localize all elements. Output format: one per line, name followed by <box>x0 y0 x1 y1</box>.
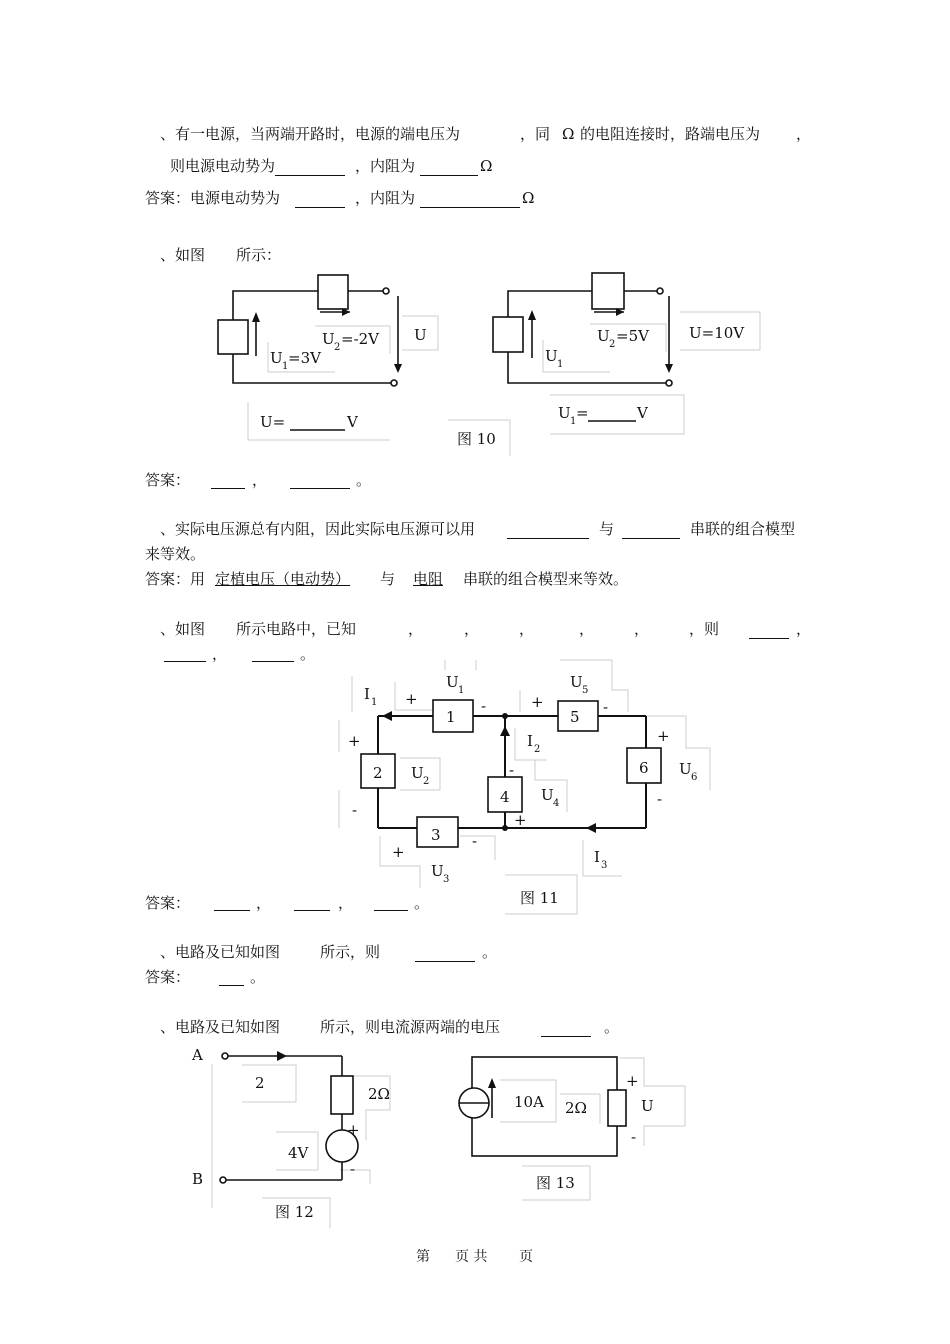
svg-text:-: - <box>350 1160 356 1178</box>
q2-ans-end: 。 <box>356 471 372 489</box>
fig11-u6: U <box>679 760 692 778</box>
svg-text:-: - <box>472 832 478 850</box>
footer-ye: 页 <box>519 1249 533 1265</box>
svg-text:1: 1 <box>570 416 577 427</box>
svg-text:=5V: =5V <box>616 327 649 345</box>
q5-ans-end: 。 <box>250 968 266 986</box>
svg-text:+: + <box>531 693 544 711</box>
fig12-voltage: 4V <box>288 1144 309 1162</box>
svg-text:+: + <box>348 732 361 750</box>
svg-text:+: + <box>657 727 670 745</box>
fig11-i1: I <box>364 685 370 703</box>
q3-line1c: 串联的组合模型 <box>690 520 796 538</box>
fig10-left-u: U <box>414 326 427 344</box>
fig12-resistor: 2Ω <box>368 1085 390 1103</box>
fig11-u5: U <box>570 673 583 691</box>
svg-text:-: - <box>603 698 609 716</box>
svg-text:=3V: =3V <box>288 349 321 367</box>
fig10-right-u1: U <box>545 347 558 365</box>
svg-text:1: 1 <box>458 685 465 696</box>
fig11-i2: I <box>527 732 533 750</box>
fig11-u2: U <box>411 764 424 782</box>
q2-intro-b: 所示： <box>236 246 282 264</box>
q3-ans-a: 定植电压（电动势） <box>215 570 351 588</box>
fig10-left-u1: U <box>270 349 283 367</box>
footer-di: 第 <box>416 1249 430 1265</box>
q5-text: 、电路及已知如图 <box>160 943 281 961</box>
q1-omega2: Ω <box>480 157 493 175</box>
q5-text-b: 所示，则 <box>320 943 381 961</box>
q3-ans-b: 电阻 <box>413 570 444 588</box>
svg-text:=-2V: =-2V <box>341 330 380 348</box>
q6-text: 、电路及已知如图 <box>160 1018 281 1036</box>
q2-ans-sep: ， <box>252 471 268 489</box>
q4-ze: ，则 <box>689 620 720 638</box>
svg-text:+: + <box>626 1072 639 1090</box>
q4-ans-sep1: ， <box>256 894 272 912</box>
svg-text:3: 3 <box>443 874 450 885</box>
q1-line2a: 则电源电动势为 <box>170 157 276 175</box>
fig13-current: 10A <box>514 1093 544 1111</box>
fig10-right-u2: U <box>597 327 610 345</box>
fig11-label: 图 11 <box>520 889 559 907</box>
q1-answer: 答案：电源电动势为 <box>145 189 281 207</box>
fig10-right-u: U=10V <box>689 324 745 342</box>
q4-intro-b: 所示电路中，已知 <box>236 620 357 638</box>
q2-intro: 、如图 <box>160 246 206 264</box>
fig12-label: 图 12 <box>275 1203 314 1221</box>
q4-end: 。 <box>300 645 316 663</box>
q1-omega: Ω <box>562 125 575 143</box>
q5-end: 。 <box>482 943 498 961</box>
svg-text:+: + <box>392 843 405 861</box>
fig11-box-4: 4 <box>500 788 510 806</box>
svg-text:-: - <box>509 761 515 779</box>
fig11-u1: U <box>446 673 459 691</box>
q4-intro: 、如图 <box>160 620 206 638</box>
fig13-voltage: U <box>641 1097 654 1115</box>
svg-text:4: 4 <box>553 798 560 809</box>
svg-text:2: 2 <box>534 744 541 755</box>
q4-comma5: ， <box>634 620 650 638</box>
q4-answer: 答案： <box>145 894 191 912</box>
svg-text:2: 2 <box>609 339 616 350</box>
fig13-resistor: 2Ω <box>565 1099 587 1117</box>
fig11-box-1: 1 <box>446 708 456 726</box>
fig12-terminal-a: A <box>192 1046 203 1064</box>
q4-ans-sep2: ， <box>338 894 354 912</box>
q4-comma3: ， <box>519 620 535 638</box>
fig13-label: 图 13 <box>536 1174 575 1192</box>
svg-text:V: V <box>637 404 648 422</box>
svg-text:3: 3 <box>601 860 608 871</box>
q1-line1c: 的电阻连接时，路端电压为 <box>580 125 761 143</box>
q1-ans-mid: ，内阻为 <box>355 189 416 207</box>
svg-text:5: 5 <box>582 685 589 696</box>
q3-ans-end: 串联的组合模型来等效。 <box>463 570 629 588</box>
footer-ye-gong: 页 共 <box>455 1249 488 1265</box>
svg-text:-: - <box>352 801 358 819</box>
fig11-box-3: 3 <box>431 826 441 844</box>
q1-line1b: ，同 <box>520 125 551 143</box>
fig10-left-u2: U <box>322 330 335 348</box>
q4-comma2: ， <box>464 620 480 638</box>
fig11-box-2: 2 <box>373 764 383 782</box>
fig11-u3: U <box>431 862 444 880</box>
fig10-left-ask: U= <box>260 413 286 431</box>
svg-text:-: - <box>631 1128 637 1146</box>
q5-answer: 答案： <box>145 968 191 986</box>
fig10-label: 图 10 <box>457 430 496 448</box>
q3-line2: 来等效。 <box>145 545 206 563</box>
q1-ans-omega: Ω <box>522 189 535 207</box>
svg-text:-: - <box>657 790 663 808</box>
q6-end: 。 <box>604 1018 620 1036</box>
fig11-box-6: 6 <box>639 759 649 777</box>
svg-text:+: + <box>347 1121 360 1139</box>
fig11-i3: I <box>594 848 600 866</box>
svg-text:-: - <box>481 697 487 715</box>
q4-comma7: ， <box>212 645 228 663</box>
svg-text:6: 6 <box>691 772 698 783</box>
svg-text:V: V <box>347 413 358 431</box>
svg-text:=: = <box>576 404 589 422</box>
fig11-u4: U <box>541 786 554 804</box>
q3-line1: 、实际电压源总有内阻，因此实际电压源可以用 <box>160 520 476 538</box>
svg-text:1: 1 <box>282 361 289 372</box>
q2-answer: 答案： <box>145 471 191 489</box>
q1-line1d: ， <box>796 125 812 143</box>
q3-answer: 答案：用 <box>145 570 206 588</box>
q4-ans-end: 。 <box>414 894 430 912</box>
q1-line1: 、有一电源，当两端开路时，电源的端电压为 <box>160 125 461 143</box>
svg-text:2: 2 <box>334 342 341 353</box>
svg-text:+: + <box>514 811 527 829</box>
q4-comma6: ， <box>796 620 812 638</box>
fig10-right-ask: U <box>558 404 571 422</box>
q3-yu: 与 <box>599 520 615 538</box>
svg-text:2: 2 <box>423 776 430 787</box>
q3-ans-yu: 与 <box>380 570 396 588</box>
svg-text:1: 1 <box>371 697 378 708</box>
svg-text:+: + <box>405 690 418 708</box>
q4-comma1: ， <box>408 620 424 638</box>
q1-line2b: ，内阻为 <box>355 157 416 175</box>
q6-text-b: 所示，则电流源两端的电压 <box>320 1018 501 1036</box>
fig12-current: 2 <box>255 1074 265 1092</box>
fig11-box-5: 5 <box>570 708 580 726</box>
svg-text:1: 1 <box>557 359 564 370</box>
q4-comma4: ， <box>579 620 595 638</box>
fig12-terminal-b: B <box>192 1170 204 1188</box>
